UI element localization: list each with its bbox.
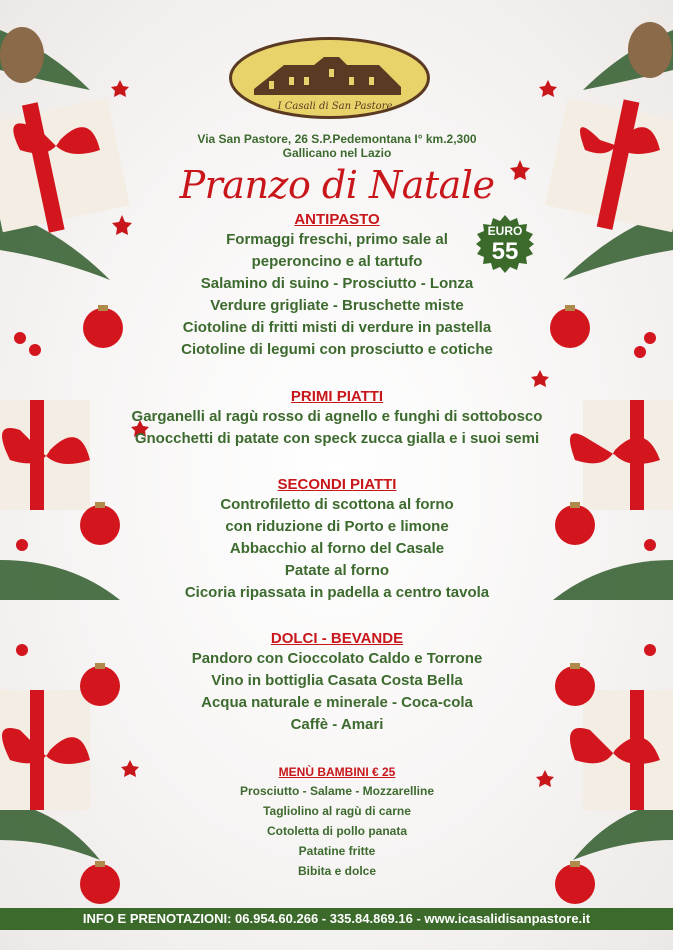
menu-item: Pandoro con Cioccolato Caldo e Torrone [191, 650, 483, 667]
menu-item: con riduzione di Porto e limone [225, 518, 449, 535]
section-dolci-bevande [110, 630, 564, 736]
section-antipasto [110, 211, 564, 361]
section-secondi-piatti [110, 476, 564, 604]
menu-title: Pranzo di Natale [179, 163, 495, 207]
menu-item: Bibita e dolce [297, 864, 377, 878]
menu-item: Verdure grigliate - Bruschette miste [210, 297, 464, 314]
address-line-2: Gallicano nel Lazio [282, 146, 392, 160]
menu-item: Patatine fritte [298, 844, 376, 858]
menu-item: Caffè - Amari [290, 716, 384, 733]
menu-item: Abbacchio al forno del Casale [229, 540, 445, 557]
menu-item: Tagliolino al ragù di carne [263, 804, 411, 818]
menu-item: Salamino di suino - Prosciutto - Lonza [200, 275, 474, 292]
menu-item: Patate al forno [284, 562, 390, 579]
menu-item: Vino in bottiglia Casata Costa Bella [211, 672, 463, 689]
menu-item: Garganelli al ragù rosso di agnello e funghi di sottobosco [131, 408, 543, 425]
menu-item: Acqua naturale e minerale - Coca-cola [201, 694, 473, 711]
price-label: EURO [487, 224, 523, 238]
section-heading: ANTIPASTO [294, 211, 380, 228]
logo-text: I Casali di San Pastore [277, 101, 393, 112]
restaurant-logo [229, 37, 430, 119]
menu-item: Gnocchetti di patate con speck zucca gialla e i suoi semi [134, 430, 540, 447]
menu-item: Controfiletto di scottona al forno [220, 496, 454, 513]
menu-item: Cotoletta di pollo panata [267, 824, 407, 838]
menu-item: Ciotoline di legumi con prosciutto e cotiche [181, 341, 493, 358]
footer-contact-info: INFO E PRENOTAZIONI: 06.954.60.266 - 335.84.869.16 - www.icasalidisanpastore.it [0, 908, 673, 930]
section-heading: PRIMI PIATTI [290, 388, 384, 405]
menu-item: peperoncino e al tartufo [251, 253, 423, 270]
menu-item: Ciotoline di fritti misti di verdure in pastella [182, 319, 492, 336]
section-primi-piatti [80, 388, 594, 450]
menu-item: Prosciutto - Salame - Mozzarelline [239, 784, 435, 798]
section-heading: DOLCI - BEVANDE [270, 630, 404, 647]
section-heading: MENÙ BAMBINI € 25 [278, 765, 396, 779]
section-heading: SECONDI PIATTI [277, 476, 397, 493]
price-value: 55 [491, 238, 519, 265]
menu-item: Formaggi freschi, primo sale al [226, 231, 448, 248]
address-line-1: Via San Pastore, 26 S.P.Pedemontana I° km.2,300 [197, 132, 477, 146]
section-kids-menu [110, 763, 564, 881]
menu-item: Cicoria ripassata in padella a centro tavola [184, 584, 490, 601]
